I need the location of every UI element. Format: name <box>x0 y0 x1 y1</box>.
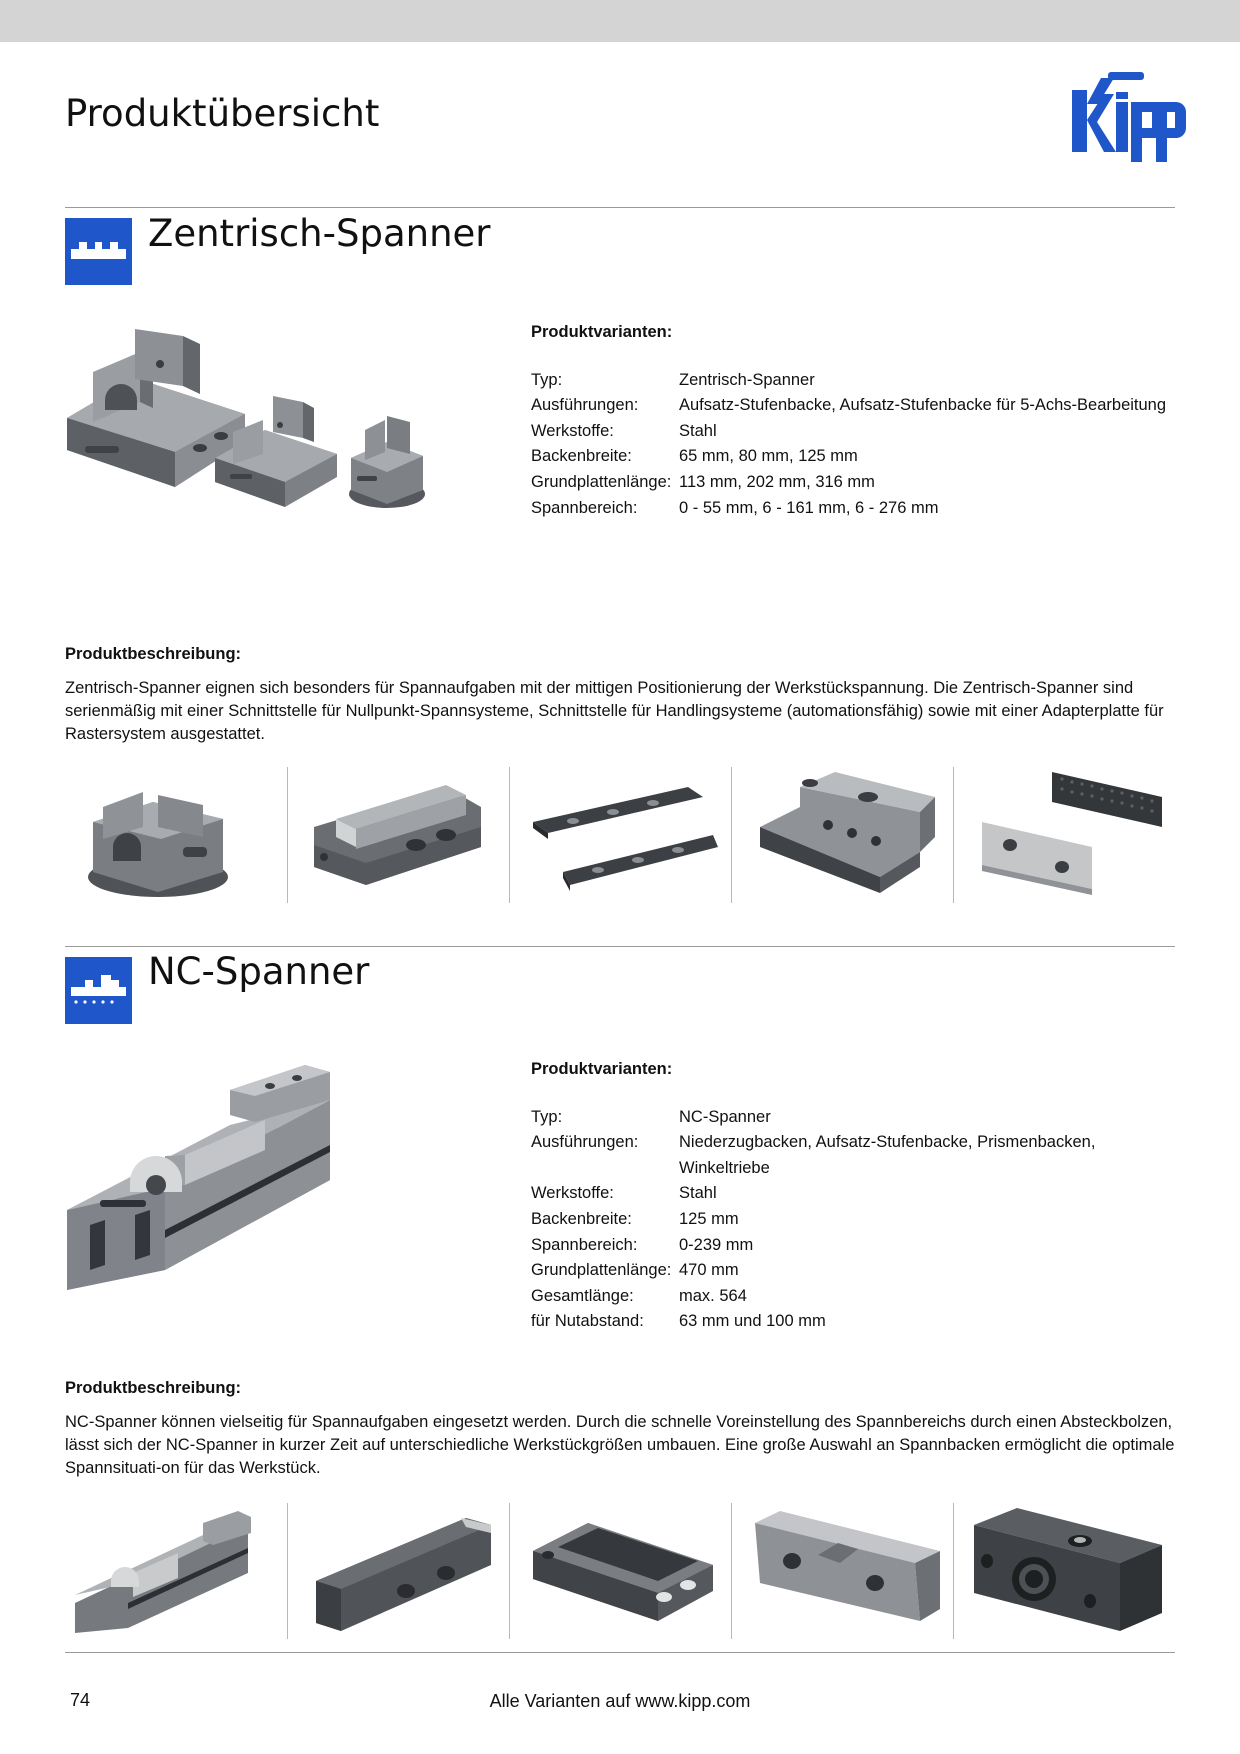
variant-value: max. 564 <box>679 1286 747 1305</box>
accessory-image <box>65 767 287 903</box>
kipp-logo <box>1068 72 1190 166</box>
top-bar <box>0 0 1240 42</box>
variant-row <box>531 1207 1171 1233</box>
page-number: 74 <box>70 1690 91 1710</box>
variant-row <box>531 1258 1171 1284</box>
section-divider <box>65 207 1175 208</box>
variant-key: für Nutabstand: <box>531 1312 644 1331</box>
variant-value: Stahl <box>679 421 717 440</box>
accessory-image <box>287 767 509 903</box>
description-heading: Produktbeschreibung: <box>65 1379 242 1397</box>
accessory-image <box>509 767 731 903</box>
variant-row <box>531 444 1171 470</box>
variant-row <box>531 1181 1171 1207</box>
variant-key: Backenbreite: <box>531 447 632 466</box>
variant-row <box>531 393 1171 419</box>
nc-spanner-icon <box>65 957 132 1024</box>
variant-key: Gesamtlänge: <box>531 1286 634 1305</box>
variant-row <box>531 1233 1171 1259</box>
accessory-image <box>731 1503 953 1639</box>
product-variants-nc <box>531 1057 1171 1335</box>
section-title: NC-Spanner <box>148 950 370 993</box>
page-title: Produktübersicht <box>65 92 380 135</box>
variant-key: Typ: <box>531 1107 563 1126</box>
accessory-image <box>509 1503 731 1639</box>
variants-heading: Produktvarianten: <box>531 1060 673 1078</box>
variant-row <box>531 1284 1171 1310</box>
footer-link[interactable]: Alle Varianten auf www.kipp.com <box>489 1691 751 1711</box>
variant-value: Zentrisch-Spanner <box>679 370 815 389</box>
variant-value: 63 mm und 100 mm <box>679 1312 826 1331</box>
variant-key: Grundplattenlänge: <box>531 472 672 491</box>
variant-value: 113 mm, 202 mm, 316 mm <box>679 472 875 491</box>
variant-row <box>531 1130 1171 1181</box>
variant-row <box>531 419 1171 445</box>
variant-row <box>531 496 1171 522</box>
variant-row <box>531 1105 1171 1131</box>
accessory-image <box>953 1503 1175 1639</box>
accessory-strip-zentrisch <box>65 767 1175 903</box>
variant-value: Niederzugbacken, Aufsatz-Stufenbacke, Prismenbacken, Winkeltriebe <box>679 1133 1096 1177</box>
section-divider <box>65 946 1175 947</box>
variant-value: Aufsatz-Stufenbacke, Aufsatz-Stufenbacke für 5-Achs-Bearbeitung <box>679 396 1167 415</box>
variant-value: 125 mm <box>679 1209 739 1228</box>
zentrisch-spanner-icon <box>65 218 132 285</box>
accessory-image <box>65 1503 287 1639</box>
variant-key: Spannbereich: <box>531 1235 638 1254</box>
variant-key: Grundplattenlänge: <box>531 1261 672 1280</box>
variant-key: Ausführungen: <box>531 1133 639 1152</box>
variant-key: Spannbereich: <box>531 498 638 517</box>
variant-row <box>531 368 1171 394</box>
variant-key: Typ: <box>531 370 563 389</box>
accessory-image <box>731 767 953 903</box>
variant-key: Werkstoffe: <box>531 421 614 440</box>
variant-value: 0 - 55 mm, 6 - 161 mm, 6 - 276 mm <box>679 498 939 517</box>
product-variants-zentrisch <box>531 320 1171 521</box>
description-heading: Produktbeschreibung: <box>65 645 242 663</box>
variant-key: Ausführungen: <box>531 396 639 415</box>
nc-spanner-product-image <box>65 1060 335 1295</box>
variant-key: Werkstoffe: <box>531 1184 614 1203</box>
variant-key: Backenbreite: <box>531 1209 632 1228</box>
section-title: Zentrisch-Spanner <box>148 212 491 255</box>
accessory-strip-nc <box>65 1503 1175 1639</box>
description-text: NC-Spanner können vielseitig für Spannaufgaben eingesetzt werden. Durch die schnelle Voreinstellung des Spannbereichs durch einen Absteckbolzen, lässt sich der NC-Spanner in kurzer Zeit auf unterschiedliche Werkstückgrößen umbauen. Eine große Auswahl an Spannbacken ermöglicht die optimale Spannsituati-on für das Werkstück. <box>65 1413 1175 1477</box>
accessory-image <box>287 1503 509 1639</box>
variant-value: 0-239 mm <box>679 1235 754 1254</box>
variant-value: 470 mm <box>679 1261 739 1280</box>
zentrisch-spanner-product-image <box>65 322 485 512</box>
description-text: Zentrisch-Spanner eignen sich besonders für Spannaufgaben mit der mittigen Positionierung der Werkstückspannung. Die Zentrisch-Spanner sind serienmäßig mit einer Schnittstelle für Nullpunkt-Spannsysteme, Schnittstelle für Handlingsysteme (automationsfähig) sowie mit einer Adapterplatte für Rastersystem ausgestattet. <box>65 679 1164 743</box>
section-divider <box>65 1652 1175 1653</box>
variant-value: Stahl <box>679 1184 717 1203</box>
variant-value: NC-Spanner <box>679 1107 771 1126</box>
accessory-image <box>953 767 1175 903</box>
variant-row <box>531 470 1171 496</box>
variants-heading: Produktvarianten: <box>531 323 673 341</box>
variant-row <box>531 1309 1171 1335</box>
variant-value: 65 mm, 80 mm, 125 mm <box>679 447 858 466</box>
